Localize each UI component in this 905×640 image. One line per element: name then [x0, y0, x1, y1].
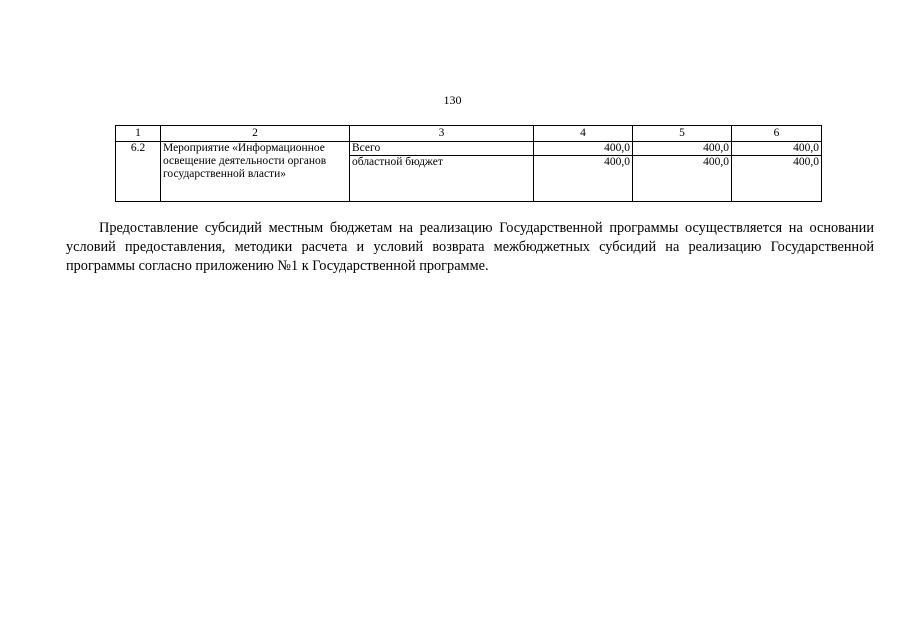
funding-source-total: Всего: [350, 142, 534, 156]
page-number: 130: [443, 93, 462, 107]
column-header: 1: [116, 126, 161, 142]
table-row: [116, 142, 822, 156]
value-cell: 400,0: [534, 142, 633, 156]
value-cell: 400,0: [633, 156, 732, 202]
column-header: 4: [534, 126, 633, 142]
funding-source-regional: областной бюджет: [350, 156, 534, 202]
column-header: 2: [161, 126, 350, 142]
table-header-row: [116, 126, 822, 142]
body-paragraph: Предоставление субсидий местным бюджетам на реализацию Государственной программы осуществляется на основании условий предоставления, методики расчета и условий возврата межбюджетных субсидий на реализацию Государственной программы согласно приложению №1 к Государственной программе.: [66, 220, 874, 274]
row-description: Мероприятие «Информационное освещение деятельности органов государственной власти»: [161, 142, 350, 202]
row-number: 6.2: [116, 142, 161, 202]
value-cell: 400,0: [633, 142, 732, 156]
value-cell: 400,0: [534, 156, 633, 202]
budget-table: [115, 125, 822, 202]
value-cell: 400,0: [732, 156, 822, 202]
column-header: 3: [350, 126, 534, 142]
value-cell: 400,0: [732, 142, 822, 156]
column-header: 6: [732, 126, 822, 142]
column-header: 5: [633, 126, 732, 142]
